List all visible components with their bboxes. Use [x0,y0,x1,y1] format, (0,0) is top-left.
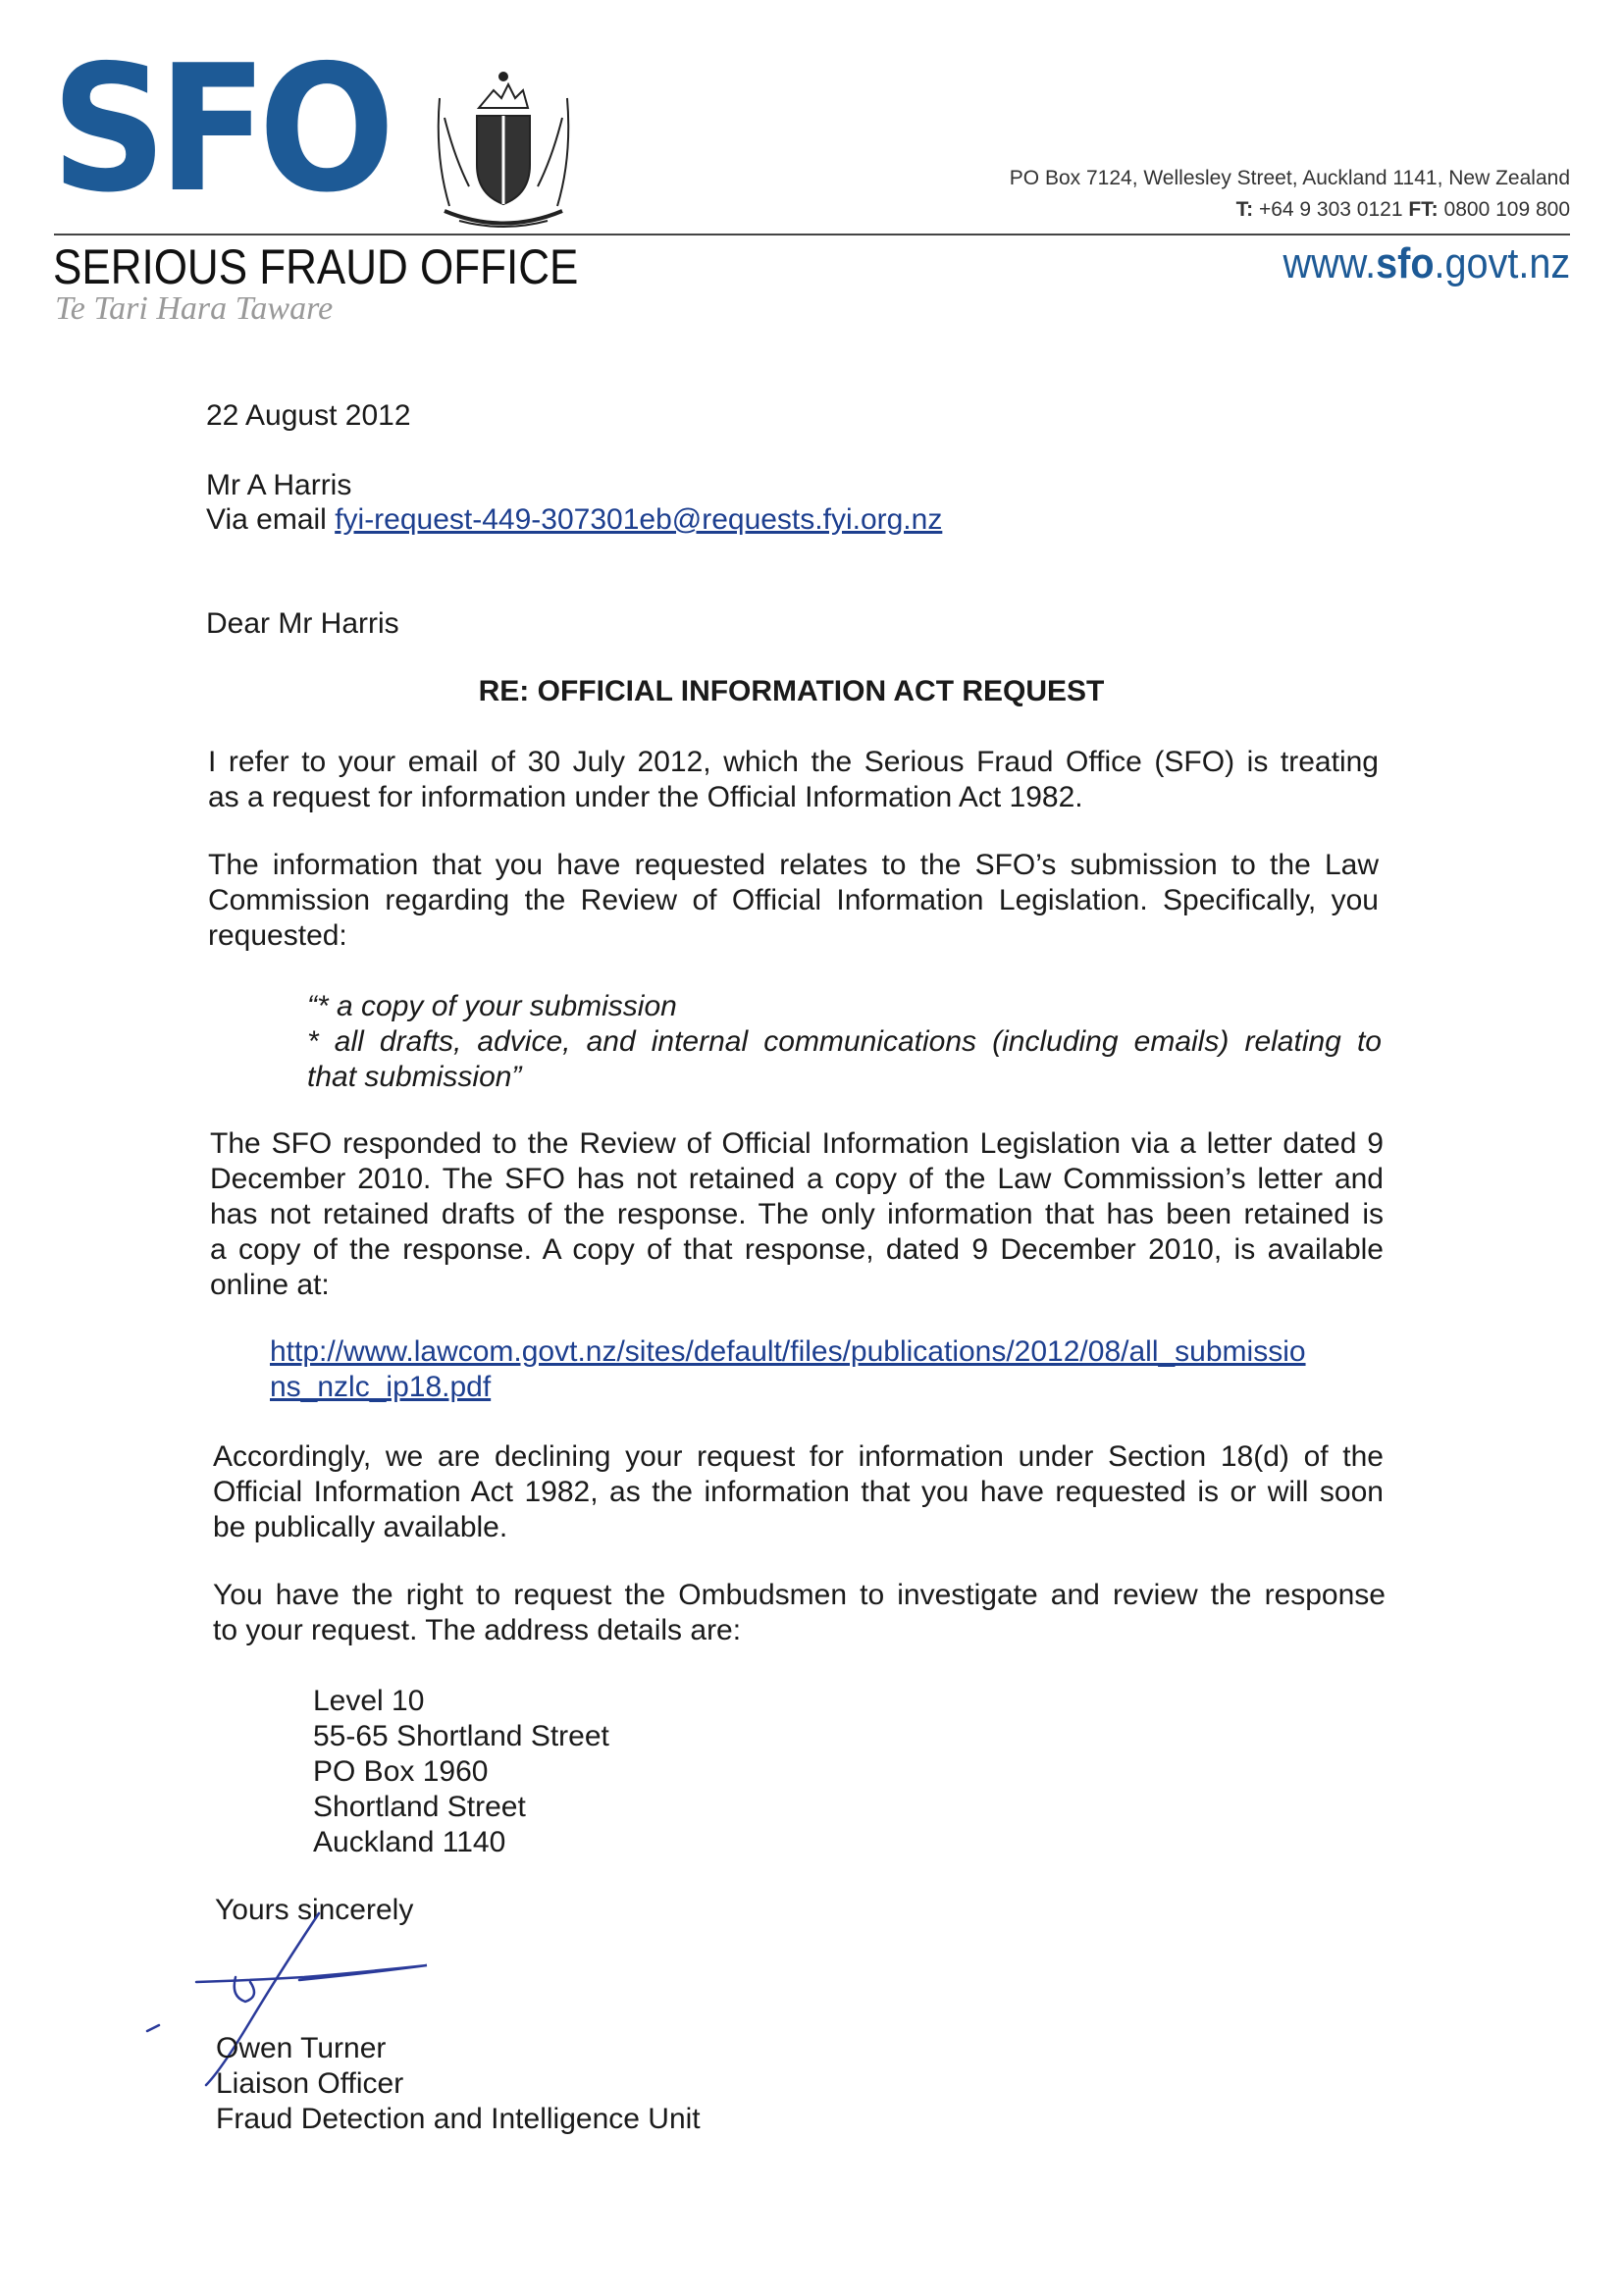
address-line: PO Box 1960 [313,1755,489,1788]
org-name: SERIOUS FRAUD OFFICE [53,239,579,294]
closing: Yours sincerely [215,1894,414,1926]
phone: +64 9 303 0121 [1258,198,1403,221]
submission-link[interactable] [270,1334,1306,1405]
text-line: as a request for information under the Official Information Act 1982. [208,781,1083,813]
via-label: Via email [206,503,327,536]
coat-of-arms-icon [420,69,587,231]
signer-title: Liaison Officer [216,2067,404,2100]
web-prefix: www. [1283,239,1376,287]
fraudline: 0800 109 800 [1443,198,1570,221]
ombudsmen-address [313,1684,609,1860]
text-line: You have the right to request the Ombudsmen to investigate and review the response [213,1579,1386,1611]
text-line: I refer to your email of 30 July 2012, which the Serious Fraud Office (SFO) is treating [208,746,1379,778]
text-line: Official Information Act 1982, as the information that you have requested is or will soon [213,1476,1384,1508]
paragraph-3 [210,1126,1384,1303]
quoted-request [307,989,1382,1095]
text-line: The information that you have requested relates to the SFO’s submission to the Law [208,849,1379,881]
recipient-email-line [206,502,942,538]
text-line: be publically available. [213,1511,508,1543]
email-link[interactable]: fyi-request-449-307301eb@requests.fyi.org.nz [335,503,943,536]
maori-name: Te Tari Hara Taware [55,290,334,327]
text-line: Commission regarding the Review of Official Information Legislation. Specifically, you [208,884,1379,916]
signer-name: Owen Turner [216,2032,387,2064]
text-line: “* a copy of your submission [307,990,677,1022]
paragraph-5 [213,1578,1386,1648]
header-divider [54,234,1570,235]
address-line: Auckland 1140 [313,1826,506,1858]
website-link[interactable] [1283,239,1570,288]
subject-heading: RE: OFFICIAL INFORMATION ACT REQUEST [478,675,1105,707]
signer-unit: Fraud Detection and Intelligence Unit [216,2103,701,2135]
sfo-logo: SFO [51,27,387,231]
address-line: 55-65 Shortland Street [313,1720,609,1752]
phone-line [1010,194,1570,226]
web-domain: sfo [1375,239,1435,287]
recipient-name: Mr A Harris [206,469,352,501]
text-line: The SFO responded to the Review of Official Information Legislation via a letter dated 9 [210,1127,1384,1160]
text-line: December 2010. The SFO has not retained a copy of the Law Commission’s letter and [210,1163,1384,1195]
text-line: * all drafts, advice, and internal communications (including emails) relating to [307,1025,1382,1058]
postal-address: PO Box 7124, Wellesley Street, Auckland 1141, New Zealand [1009,167,1570,189]
text-line: to your request. The address details are: [213,1614,742,1646]
paragraph-2 [208,848,1379,954]
salutation: Dear Mr Harris [206,607,399,640]
contact-block [1010,163,1570,226]
text-line: online at: [210,1269,330,1301]
paragraph-4 [213,1439,1384,1545]
paragraph-1 [208,745,1379,815]
web-suffix: .govt.nz [1434,239,1570,287]
letter-date: 22 August 2012 [206,399,411,432]
text-line: requested: [208,919,347,952]
phone-label: T: [1235,198,1254,221]
text-line: that submission” [307,1061,522,1093]
text-line: has not retained drafts of the response. The only information that has been retained is [210,1198,1384,1230]
text-line: Accordingly, we are declining your request for information under Section 18(d) of the [213,1440,1384,1473]
address-line: Shortland Street [313,1791,526,1823]
link-line[interactable]: ns_nzlc_ip18.pdf [270,1371,492,1403]
link-line[interactable]: http://www.lawcom.govt.nz/sites/default/files/publications/2012/08/all_submissio [270,1335,1306,1368]
address-line: Level 10 [313,1685,425,1717]
signer-block [216,2031,701,2137]
fraudline-label: FT: [1408,198,1439,221]
text-line: a copy of the response. A copy of that response, dated 9 December 2010, is available [210,1233,1384,1266]
